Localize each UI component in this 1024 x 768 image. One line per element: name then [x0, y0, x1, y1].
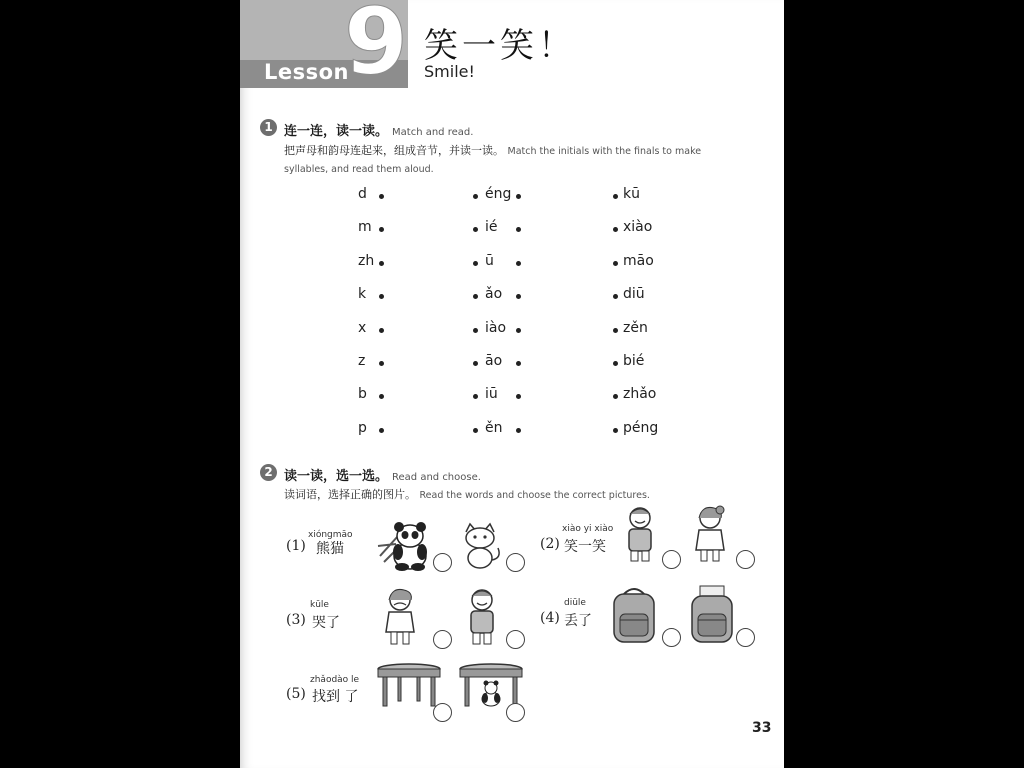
boy-smiling-picture[interactable] [620, 504, 660, 564]
item1-number: (1) [286, 538, 306, 554]
final-label: iū [485, 386, 498, 403]
final-dot-left[interactable] [473, 328, 478, 333]
final-dot-left[interactable] [473, 194, 478, 199]
item4-pinyin: diūle [564, 598, 586, 608]
item3-pinyin: kūle [310, 600, 329, 610]
empty-table-picture[interactable] [376, 662, 442, 708]
initial-dot[interactable] [379, 261, 384, 266]
final-label: ū [485, 252, 494, 269]
syllable-label: bié [623, 353, 645, 369]
section1-heading-zh: 连一连，读一读。 [284, 124, 389, 139]
section2-instruction-zh: 读词语，选择正确的图片。 [284, 488, 416, 501]
syllable-dot[interactable] [613, 261, 618, 266]
backpack-closed-picture[interactable] [608, 584, 660, 646]
initial-dot[interactable] [379, 328, 384, 333]
syllable-label: zěn [623, 319, 648, 336]
final-dot-right[interactable] [516, 261, 521, 266]
section2-instruction [284, 486, 650, 502]
initial-dot[interactable] [379, 394, 384, 399]
syllable-dot[interactable] [613, 227, 618, 232]
final-dot-left[interactable] [473, 394, 478, 399]
initial-label: b [358, 386, 367, 403]
initial-label: m [358, 219, 372, 236]
section2-heading-zh: 读一读，选一选。 [284, 469, 389, 484]
initial-dot[interactable] [379, 227, 384, 232]
answer-circle-5a[interactable] [433, 703, 452, 722]
section2-heading [284, 465, 481, 484]
final-dot-right[interactable] [516, 394, 521, 399]
final-label: ié [485, 219, 498, 236]
workbook-page [240, 0, 784, 768]
initial-label: zh [358, 252, 375, 269]
item4-word: 丢了 [564, 613, 592, 629]
section1-instruction-en2: syllables, and read them aloud. [284, 164, 434, 175]
syllable-dot[interactable] [613, 294, 618, 299]
final-dot-left[interactable] [473, 261, 478, 266]
answer-circle-1a[interactable] [433, 553, 452, 572]
initial-dot[interactable] [379, 194, 384, 199]
section2-heading-en: Read and choose. [392, 472, 481, 483]
final-dot-left[interactable] [473, 361, 478, 366]
initial-label: p [358, 419, 367, 436]
initial-dot[interactable] [379, 428, 384, 433]
item2-number: (2) [540, 536, 560, 552]
answer-circle-5b[interactable] [506, 703, 525, 722]
final-dot-right[interactable] [516, 227, 521, 232]
section1-instruction [284, 142, 701, 158]
girl-crying-picture[interactable] [380, 586, 420, 648]
final-dot-right[interactable] [516, 194, 521, 199]
section1-instruction-zh: 把声母和韵母连起来，组成音节，并读一读。 [284, 144, 504, 157]
final-label: iào [485, 319, 507, 336]
answer-circle-4a[interactable] [662, 628, 681, 647]
initial-label: z [358, 353, 366, 369]
section2-badge: 2 [260, 464, 277, 481]
syllable-dot[interactable] [613, 428, 618, 433]
final-dot-right[interactable] [516, 428, 521, 433]
syllable-dot[interactable] [613, 328, 618, 333]
item2-word: 笑一笑 [564, 539, 606, 555]
initial-dot[interactable] [379, 294, 384, 299]
item3-word: 哭了 [312, 615, 340, 631]
syllable-label: diū [623, 286, 645, 303]
item5-pinyin: zhǎodào le [310, 675, 360, 685]
item5-number: (5) [286, 686, 306, 702]
lesson-number: 9 [344, 0, 409, 95]
syllable-dot[interactable] [613, 194, 618, 199]
final-dot-left[interactable] [473, 428, 478, 433]
final-dot-right[interactable] [516, 294, 521, 299]
answer-circle-2a[interactable] [662, 550, 681, 569]
section2-instruction-en: Read the words and choose the correct pictures. [419, 490, 650, 501]
section1-heading [284, 120, 473, 139]
final-dot-right[interactable] [516, 328, 521, 333]
item3-number: (3) [286, 612, 306, 628]
item1-pinyin: xióngmāo [308, 530, 353, 540]
answer-circle-2b[interactable] [736, 550, 755, 569]
backpack-open-picture[interactable] [686, 584, 738, 646]
item1-word: 熊猫 [316, 541, 344, 557]
initial-label: k [358, 286, 367, 303]
girl-picture[interactable] [690, 504, 730, 564]
answer-circle-3b[interactable] [506, 630, 525, 649]
table-with-panda-picture[interactable] [458, 662, 524, 708]
lesson-title-en: Smile! [424, 62, 475, 81]
lesson-word: Lesson [264, 60, 350, 84]
initial-label: d [358, 186, 367, 202]
final-label: āo [485, 353, 503, 369]
item2-pinyin: xiào yi xiào [562, 524, 614, 534]
boy-picture[interactable] [462, 586, 502, 648]
initial-label: x [358, 319, 367, 336]
answer-circle-3a[interactable] [433, 630, 452, 649]
lesson-title-zh: 笑一笑！ [424, 26, 576, 66]
syllable-label: xiào [623, 219, 653, 236]
final-label: ǎo [485, 286, 503, 303]
section1-instruction-line2 [284, 162, 434, 175]
final-label: ěn [485, 419, 503, 436]
syllable-dot[interactable] [613, 394, 618, 399]
syllable-label: zhǎo [623, 386, 657, 403]
syllable-label: kū [623, 186, 640, 202]
syllable-label: māo [623, 252, 654, 269]
final-dot-left[interactable] [473, 294, 478, 299]
section1-heading-en: Match and read. [392, 127, 474, 138]
section1-instruction-en1: Match the initials with the finals to make [507, 146, 702, 157]
final-label: éng [485, 186, 512, 202]
answer-circle-4b[interactable] [736, 628, 755, 647]
final-dot-left[interactable] [473, 227, 478, 232]
syllable-label: péng [623, 419, 659, 436]
final-dot-right[interactable] [516, 361, 521, 366]
cat-picture[interactable] [456, 522, 504, 570]
initial-dot[interactable] [379, 361, 384, 366]
item5-word: 找到 了 [312, 689, 359, 705]
section1-badge: 1 [260, 119, 277, 136]
item4-number: (4) [540, 610, 560, 626]
syllable-dot[interactable] [613, 361, 618, 366]
answer-circle-1b[interactable] [506, 553, 525, 572]
page-number: 33 [752, 720, 772, 736]
panda-picture[interactable] [376, 516, 438, 572]
